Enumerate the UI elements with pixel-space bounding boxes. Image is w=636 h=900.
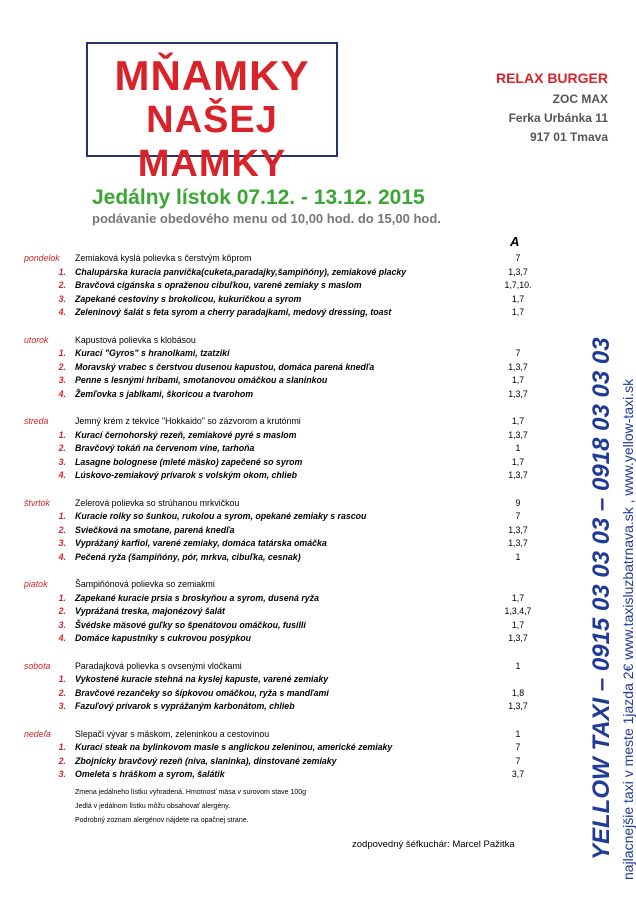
dish-number: 2.: [58, 755, 66, 766]
dish-name: Lúskovo-zemiakový prívarok s volským okom, chlieb: [75, 470, 297, 480]
allergens: 1,3,7: [508, 388, 528, 399]
soup-row: [0, 497, 540, 511]
soup-row: [0, 728, 540, 742]
menu-subtitle: podávanie obedového menu od 10,00 hod. do 15,00 hod.: [92, 211, 441, 226]
allergens: 1,3,7: [508, 361, 528, 372]
restaurant-city: 917 01 Tmava: [529, 130, 608, 144]
soup-name: Jemný krém z tekvice "Hokkaido" so zázvorom a krutónmi: [75, 416, 301, 426]
dish-number: 3.: [58, 769, 66, 779]
soup-row: [0, 660, 540, 674]
dish-row: [0, 306, 540, 320]
dish-number: 3.: [58, 701, 66, 711]
dish-number: 3.: [58, 456, 66, 467]
allergens: 7: [515, 253, 521, 263]
day-block-3: [0, 497, 540, 565]
dish-row: [0, 632, 540, 646]
note-line: Jedlá v jedálnom lístku môžu obsahovať alergény.: [75, 803, 231, 810]
dish-row: [0, 279, 540, 293]
dish-name: Sviečková na smotane, parená knedľa: [75, 524, 235, 535]
dish-name: Kuracie rolky so šunkou, rukolou a syrom, opekané zemiaky s rascou: [75, 511, 367, 521]
dish-row: [0, 768, 540, 782]
allergens: 1: [515, 551, 521, 562]
day-label: nedeľa: [24, 728, 51, 739]
dish-name: Švédske mäsové guľky so špenátovou omáčkou, fusilli: [75, 619, 306, 630]
allergens: 1,3,4,7: [504, 606, 532, 616]
logo: [86, 42, 338, 185]
dish-row: [0, 266, 540, 280]
soup-row: [0, 252, 540, 266]
dish-row: [0, 456, 540, 470]
allergens: 1,7: [511, 416, 525, 426]
dish-name: Vyprážaný karfiol, varené zemiaky, domáca tatárska omáčka: [75, 538, 327, 548]
soup-row: [0, 334, 540, 348]
allergens: 7: [515, 348, 521, 358]
dish-name: Fazuľový prívarok s vyprážaným karbonátom, chlieb: [75, 701, 295, 711]
dish-name: Žemľovka s jablkami, škoricou a tvarohom: [75, 388, 254, 399]
day-label: utorok: [24, 334, 49, 345]
allergens: 1: [515, 443, 521, 453]
allergens: 1,7: [511, 307, 525, 317]
dish-row: [0, 510, 540, 524]
dish-name: Kurací "Gyros" s hranolkami, tzatziki: [75, 348, 230, 358]
dish-name: Vyprážaná treska, majonézový šalát: [75, 606, 225, 616]
dish-number: 1.: [58, 429, 66, 440]
dish-number: 1.: [58, 674, 66, 684]
dish-row: [0, 755, 540, 769]
dish-name: Bravčový tokáň na červenom víne, tarhoňa: [75, 443, 255, 453]
dish-name: Bravčová cigánska s opraženou cibuľkou, varené zemiaky s maslom: [75, 280, 362, 290]
soup-name: Slepačí vývar s mäskom, zeleninkou a cestovinou: [75, 728, 270, 739]
dish-row: [0, 524, 540, 538]
dish-row: [0, 592, 540, 606]
soup-name: Kapustová polievka s klobásou: [75, 334, 196, 345]
dish-name: Pečená ryža (šampiňóny, pór, mrkva, cibuľka, cesnak): [75, 551, 301, 562]
dish-number: 3.: [58, 375, 66, 385]
day-block-2: [0, 415, 540, 483]
allergens: 1,7: [511, 293, 525, 304]
restaurant-address: [496, 70, 608, 149]
allergens: 7: [515, 511, 521, 521]
soup-name: Zemiaková kyslá polievka s čerstvým kôprom: [75, 253, 252, 263]
dish-row: [0, 673, 540, 687]
allergens: 1,7,10.: [504, 280, 532, 290]
dish-number: 2.: [58, 443, 66, 453]
restaurant-name: RELAX BURGER: [495, 70, 608, 86]
soup-row: [0, 415, 540, 429]
notes: [75, 786, 306, 828]
dish-row: [0, 347, 540, 361]
dish-name: Penne s lesnými hríbami, smotanovou omáčkou a slaninkou: [75, 375, 328, 385]
dish-number: 2.: [58, 361, 66, 372]
dish-row: [0, 741, 540, 755]
dish-number: 4.: [58, 388, 66, 399]
soup-name: Paradajková polievka s ovsenými vločkami: [75, 660, 242, 671]
chef-signature: zodpovedný šéfkuchár: Marcel Pažitka: [352, 839, 515, 850]
dish-number: 4.: [58, 633, 66, 643]
dish-name: Zeleninový šalát s feta syrom a cherry paradajkami, medový dressing, toast: [75, 307, 392, 317]
dish-name: Kurací černohorský rezeň, zemiakové pyré s maslom: [75, 429, 297, 440]
dish-name: Zapekané kuracie prsia s broskyňou a syrom, dusená ryža: [75, 592, 319, 603]
day-label: pondelok: [24, 253, 60, 263]
dish-name: Omeleta s hráškom a syrom, šalátik: [75, 769, 225, 779]
dish-name: Bravčové rezančeky so šípkovou omáčkou, ryža s mandľami: [75, 687, 329, 698]
dish-row: [0, 469, 540, 483]
dish-row: [0, 687, 540, 701]
dish-number: 2.: [58, 280, 66, 290]
dish-number: 3.: [58, 619, 66, 630]
dish-name: Zbojnícky bravčový rezeň (niva, slaninka), dinstované zemiaky: [75, 755, 337, 766]
allergens: 1,3,7: [508, 266, 528, 277]
allergens: 1,8: [511, 687, 525, 698]
dish-row: [0, 388, 540, 402]
dish-name: Zapekané cestoviny s brokolicou, kukuričkou a syrom: [75, 293, 302, 304]
soup-name: Zelerová polievka so strúhanou mrkvičkou: [75, 497, 240, 508]
day-block-4: [0, 578, 540, 646]
day-block-1: [0, 334, 540, 402]
day-label: piatok: [24, 579, 48, 589]
dish-number: 2.: [58, 687, 66, 698]
dish-row: [0, 293, 540, 307]
dish-number: 2.: [58, 606, 66, 616]
day-label: štvrtok: [24, 497, 50, 508]
dish-row: [0, 537, 540, 551]
allergens: 1,7: [511, 375, 525, 385]
day-label: sobota: [24, 660, 51, 671]
day-block-5: [0, 660, 540, 714]
taxi-ad-sub: najlacnejšie taxi v meste 1jazda 2€ www.taxisluzbatrnava.sk , www.yellow-taxi.sk: [620, 378, 636, 880]
taxi-ad-main: YELLOW TAXI – 0915 03 03 03 – 0918 03 03 03: [588, 337, 615, 860]
dish-row: [0, 361, 540, 375]
allergens: 9: [515, 497, 521, 508]
soup-name: Šampiňónová polievka so zemiakmi: [75, 579, 215, 589]
dish-number: 1.: [58, 742, 66, 752]
dish-name: Chalupárska kuracia panvička(cuketa,paradajky,šampiňóny), zemiakové placky: [75, 266, 407, 277]
weekly-menu: [0, 252, 540, 796]
restaurant-venue: ZOC MAX: [552, 92, 608, 106]
allergens: 1,3,7: [508, 524, 528, 535]
note-line: Podrobný zoznam alergénov nájdete na opačnej strane.: [75, 817, 249, 824]
dish-name: Moravský vrabec s čerstvou dusenou kapustou, domáca parená knedľa: [75, 361, 375, 372]
day-label: streda: [24, 416, 49, 426]
dish-row: [0, 429, 540, 443]
dish-number: 1.: [58, 511, 66, 521]
dish-number: 1.: [58, 592, 66, 603]
dish-row: [0, 605, 540, 619]
restaurant-street: Ferka Urbánka 11: [508, 111, 608, 125]
dish-row: [0, 619, 540, 633]
allergens: 7: [515, 742, 521, 752]
dish-number: 3.: [58, 538, 66, 548]
allergens: 1,7: [511, 592, 525, 603]
dish-row: [0, 700, 540, 714]
dish-number: 4.: [58, 551, 66, 562]
allergens: 1: [515, 728, 521, 739]
allergens: 1,3,7: [508, 633, 528, 643]
dish-name: Vykostené kuracie stehná na kyslej kapuste, varené zemiaky: [75, 674, 329, 684]
menu-title: Jedálny lístok 07.12. - 13.12. 2015: [92, 186, 425, 209]
allergens: 1,3,7: [508, 470, 528, 480]
allergens: 1,7: [511, 619, 525, 630]
allergens: 1,3,7: [508, 538, 528, 548]
allergens: 1,3,7: [508, 701, 528, 711]
allergens: 3,7: [511, 769, 525, 779]
note-line: Zmena jedálneho lístku vyhradená. Hmotnosť mäsa v surovom stave 100g: [75, 789, 307, 796]
dish-name: Lasagne bolognese (mleté mäsko) zapečené so syrom: [75, 456, 303, 467]
dish-number: 2.: [58, 524, 66, 535]
dish-row: [0, 551, 540, 565]
dish-number: 4.: [58, 307, 66, 317]
dish-number: 3.: [58, 293, 66, 304]
dish-name: Domáce kapustníky s cukrovou posýpkou: [75, 633, 251, 643]
allergens: 1,3,7: [508, 429, 528, 440]
allergens: 1: [515, 660, 521, 671]
allergens: 1,7: [511, 456, 525, 467]
dish-number: 1.: [58, 266, 66, 277]
dish-row: [0, 374, 540, 388]
day-block-6: [0, 728, 540, 782]
soup-row: [0, 578, 540, 592]
dish-name: Kurací steak na bylinkovom masle s anglickou zeleninou, americké zemiaky: [75, 742, 393, 752]
day-block-0: [0, 252, 540, 320]
allergen-column-header: A: [510, 234, 520, 249]
allergens: 7: [515, 755, 521, 766]
logo-line-2: NAŠEJ MAMKY: [137, 99, 287, 185]
dish-number: 1.: [58, 348, 66, 358]
logo-line-1: MŇAMKY: [114, 52, 310, 99]
dish-number: 4.: [58, 470, 66, 480]
dish-row: [0, 442, 540, 456]
